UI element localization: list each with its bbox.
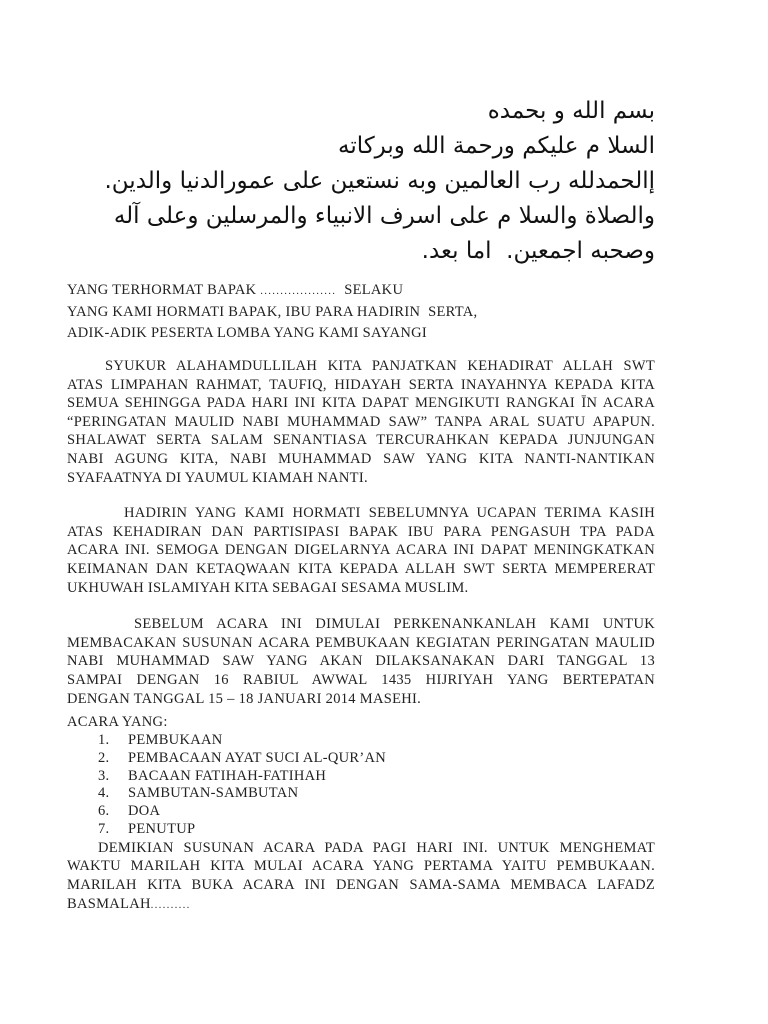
paragraph-line: DEMIKIAN SUSUNAN ACARA PADA PAGI HARI INI. UNTUK MENGHEMAT (98, 839, 655, 856)
paragraph-line: NABI MUHAMMAD SAW YANG AKAN DILAKSANAKAN DARI TANGGAL 13 (67, 653, 655, 670)
paragraph-line: UKHUWAH ISLAMIYAH KITA SEBAGAI SESAMA MUSLIM. (67, 579, 469, 596)
paragraph-line: SAMPAI DENGAN 16 RABIUL AWWAL 1435 HIJRIYAH YANG BERTEPATAN (67, 671, 655, 688)
paragraph-line: MEMBACAKAN SUSUNAN ACARA PEMBUKAAN KEGIATAN PERINGATAN MAULID (67, 634, 655, 651)
gratitude-paragraph (67, 357, 655, 487)
salutation-suffix: SELAKU (336, 282, 404, 298)
paragraph-line: MARILAH KITA BUKA ACARA INI DENGAN SAMA-SAMA MEMBACA LAFADZ (67, 877, 655, 894)
closing-last-word: BASMALAH (67, 895, 151, 912)
paragraph-line: SEBELUM ACARA INI DIMULAI PERKENANKANLAH KAMI UNTUK (134, 616, 655, 633)
agenda-item (67, 750, 655, 768)
agenda-item (67, 821, 655, 839)
fill-in-dots: ................... (260, 286, 337, 297)
paragraph-line: “PERINGATAN MAULID NABI MUHAMMAD SAW” TANPA ARAL SUATU APAPUN. (67, 413, 655, 430)
paragraph-line: SEMUA SEHINGGA PADA HARI INI KITA DAPAT MENGIKUTI RANGKAI ĪN ACARA (67, 395, 655, 412)
agenda-item-number: 3. (98, 767, 110, 784)
agenda-item-number: 4. (98, 785, 110, 802)
paragraph-line: NABI AGUNG KITA, NABI MUHAMMAD SAW YANG KITA NANTI-NANTIKAN (67, 450, 655, 467)
agenda-item (67, 768, 655, 786)
agenda-item (67, 803, 655, 821)
salutation-prefix: YANG TERHORMAT BAPAK (67, 282, 261, 298)
paragraph-line: SYAFAATNYA DI YAUMUL KIAMAH NANTI. (67, 469, 368, 486)
paragraph-line: SHALAWAT SERTA SALAM SENANTIASA TERCURAHKAN KEPADA JUNJUNGAN (67, 432, 655, 449)
agenda-item (67, 732, 655, 750)
agenda-item-number: 6. (98, 803, 110, 820)
paragraph-line: ATAS LIMPAHAN RAHMAT, TAUFIQ, HIDAYAH SERTA INAYAHNYA KEPADA KITA (67, 376, 655, 393)
salutation-line (67, 280, 655, 302)
arabic-hamdalah-line: إالحمدلله رب العالمين وبه نستعين على عمورالدنيا والدين. (104, 168, 655, 194)
agenda-item-number: 7. (98, 821, 110, 838)
agenda-item-label: PENUTUP (128, 821, 196, 838)
paragraph-line (67, 895, 655, 916)
agenda-item-number: 1. (98, 732, 110, 749)
paragraph-line: HADIRIN YANG KAMI HORMATI SEBELUMNYA UCAPAN TERIMA KASIH (124, 505, 655, 522)
appreciation-paragraph (67, 504, 655, 597)
agenda-section (67, 713, 655, 839)
agenda-heading: ACARA YANG: (67, 714, 168, 731)
document-content (67, 94, 655, 915)
paragraph-line: SYUKUR ALAHAMDULLILAH KITA PANJATKAN KEHADIRAT ALLAH SWT (105, 358, 655, 374)
salutation-block (67, 280, 655, 344)
agenda-intro-paragraph (67, 615, 655, 708)
agenda-item-label: BACAAN FATIHAH-FATIHAH (128, 767, 327, 784)
trailing-dots: .......... (150, 899, 191, 911)
agenda-item-label: DOA (128, 803, 161, 820)
agenda-item-number: 2. (98, 749, 110, 766)
agenda-item-label: SAMBUTAN-SAMBUTAN (128, 785, 299, 802)
arabic-salam-line: السلا م عليكم ورحمة الله وبركاته (337, 133, 655, 159)
arabic-shalawat-line: والصلاة والسلا م على اسرف الانبياء والمرسلين وعلى آله (113, 203, 655, 229)
arabic-opening-block (67, 94, 655, 269)
paragraph-line: ATAS KEHADIRAN DAN PARTISIPASI BAPAK IBU PARA PENGASUH TPA PADA (67, 523, 655, 540)
paragraph-line: ACARA INI. SEMOGA DENGAN DIGELARNYA ACARA INI DAPAT MENINGKATKAN (67, 542, 655, 559)
agenda-item (67, 785, 655, 803)
arabic-amma-badu-line: وصحبه اجمعين. اما بعد. (421, 238, 655, 264)
paragraph-line: KEIMANAN DAN KETAQWAAN KITA KEPADA ALLAH SWT SERTA MEMPERERAT (67, 560, 655, 577)
salutation-line: ADIK-ADIK PESERTA LOMBA YANG KAMI SAYANGI (67, 325, 428, 341)
salutation-line: YANG KAMI HORMATI BAPAK, IBU PARA HADIRIN SERTA, (67, 304, 478, 320)
agenda-item-label: PEMBUKAAN (128, 732, 223, 749)
paragraph-line: DENGAN TANGGAL 15 – 18 JANUARI 2014 MASEHI. (67, 690, 422, 707)
arabic-basmalah-line: بسم الله و بحمده (487, 98, 655, 124)
paragraph-line: WAKTU MARILAH KITA MULAI ACARA YANG PERTAMA YAITU PEMBUKAAN. (67, 858, 655, 875)
closing-paragraph (67, 839, 655, 915)
agenda-list (67, 732, 655, 839)
agenda-item-label: PEMBACAAN AYAT SUCI AL-QUR’AN (128, 749, 387, 766)
